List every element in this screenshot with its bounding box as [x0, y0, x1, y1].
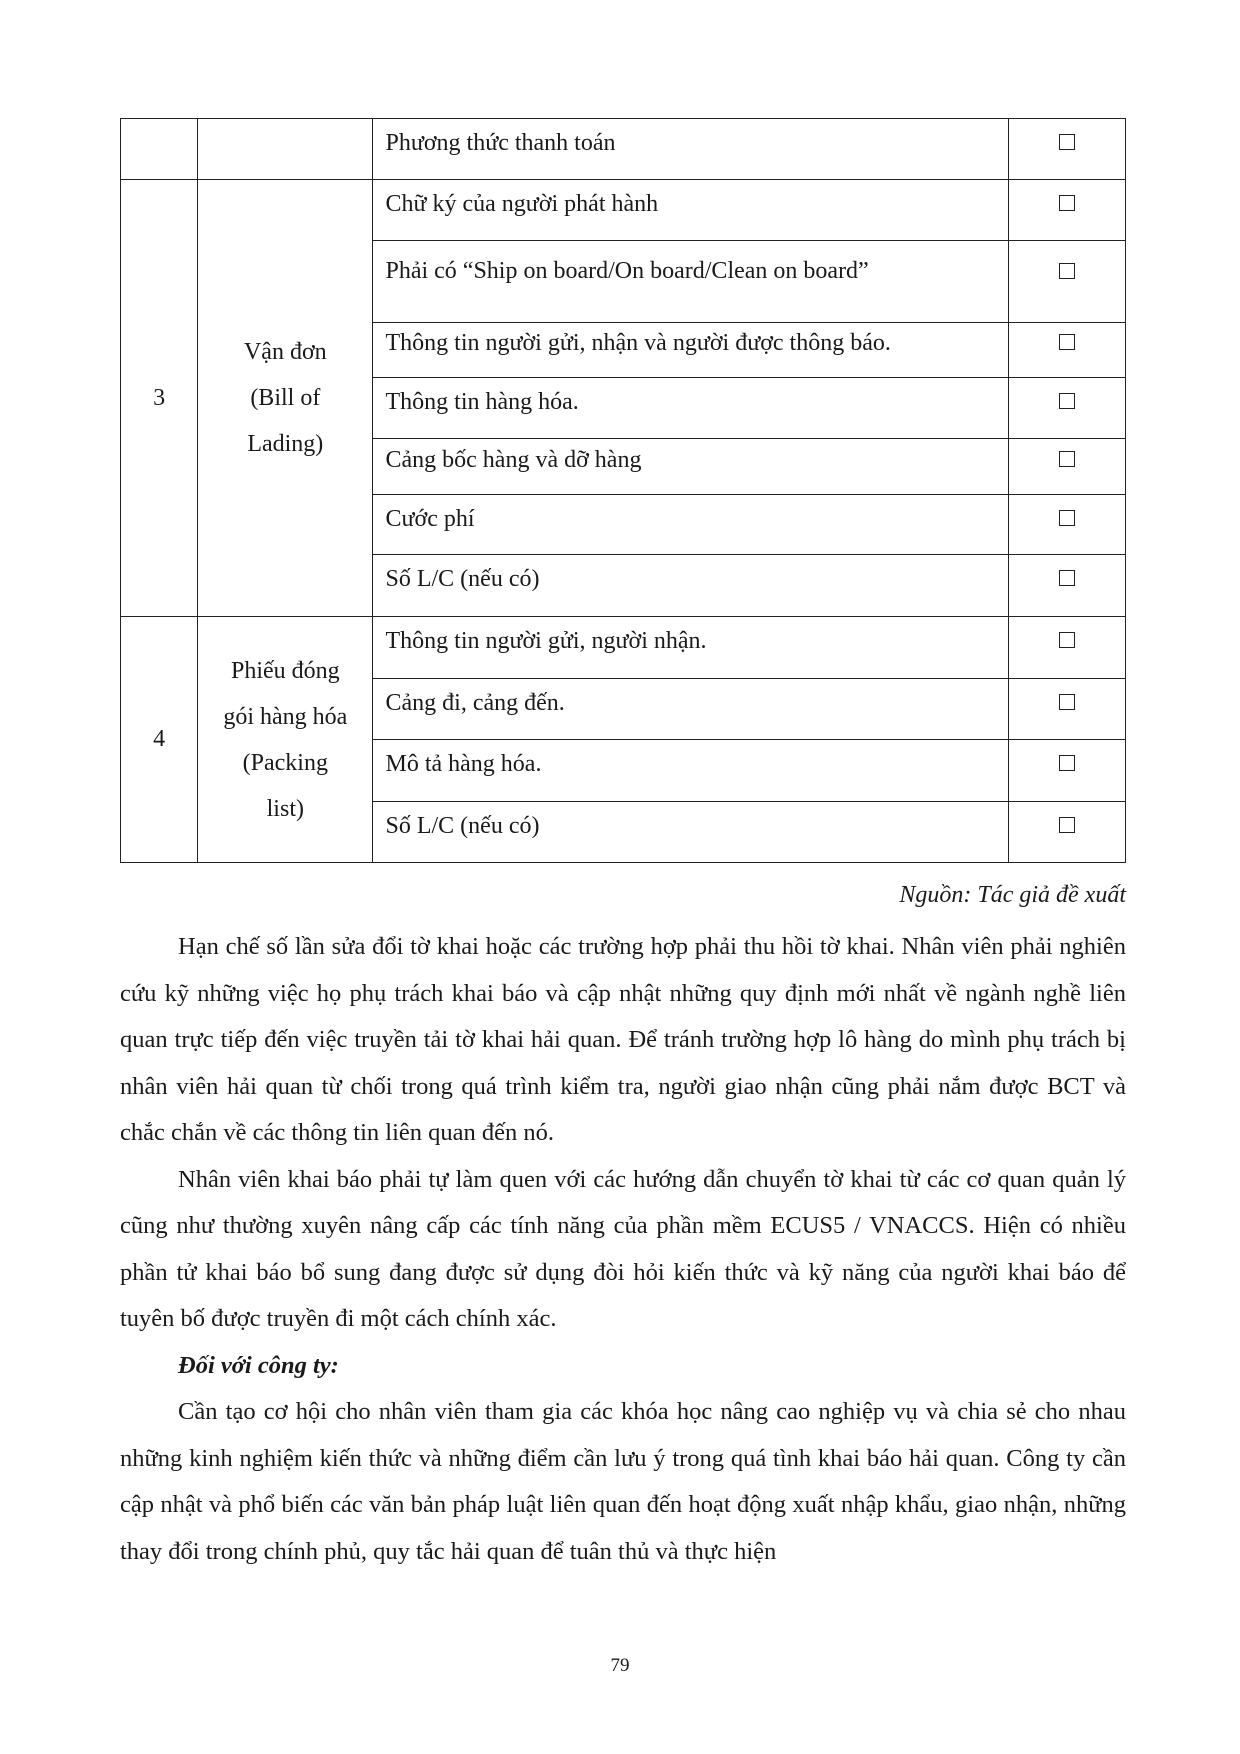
document-name-line: gói hàng hóa	[223, 703, 348, 730]
table-row	[121, 617, 1126, 679]
document-name-line: Phiếu đóng	[230, 657, 340, 684]
page-number: 79	[610, 1655, 630, 1676]
check-item: Mô tả hàng hóa.	[373, 740, 1008, 802]
checkbox[interactable]	[1059, 510, 1075, 526]
section-heading: Đối với công ty:	[178, 1351, 339, 1379]
source-note: Nguồn: Tác giả đề xuất	[899, 882, 1126, 908]
check-item: Cảng đi, cảng đến.	[373, 679, 1008, 740]
table-row	[121, 180, 1126, 241]
checkbox[interactable]	[1059, 694, 1075, 710]
check-item: Phương thức thanh toán	[373, 119, 1008, 180]
checkbox[interactable]	[1059, 195, 1075, 211]
checkbox[interactable]	[1059, 263, 1075, 279]
table-row	[121, 119, 1126, 180]
check-item: Chữ ký của người phát hành	[373, 180, 1008, 241]
document-name-cell	[198, 617, 373, 863]
paragraph: Nhân viên khai báo phải tự làm quen với các hướng dẫn chuyển tờ khai từ các cơ quan quản lý cũng như thường xuyên nâng cấp các tính năng của phần mềm ECUS5 / VNACCS. Hiện có nhiều phần tử khai báo bổ sung đang được sử dụng đòi hỏi kiến thức và kỹ năng của người khai báo để tuyên bố được truyền đi một cách chính xác.	[120, 1165, 1126, 1332]
check-item: Thông tin hàng hóa.	[373, 378, 1008, 439]
checkbox[interactable]	[1059, 632, 1075, 648]
document-name-cell	[198, 119, 373, 180]
document-name-line: (Packing	[242, 749, 328, 776]
document-name-line: Lading)	[247, 431, 324, 457]
check-item: Thông tin người gửi, nhận và người được thông báo.	[373, 323, 1008, 378]
row-number-cell	[121, 119, 198, 180]
document-name-line: (Bill of	[250, 385, 321, 411]
check-item: Số L/C (nếu có)	[373, 802, 1008, 863]
checkbox[interactable]	[1059, 393, 1075, 409]
check-item: Phải có “Ship on board/On board/Clean on board”	[373, 241, 1008, 323]
document-name-cell	[198, 180, 373, 617]
check-item: Số L/C (nếu có)	[373, 555, 1008, 617]
paragraph: Cần tạo cơ hội cho nhân viên tham gia các khóa học nâng cao nghiệp vụ và chia sẻ cho nhau những kinh nghiệm kiến thức và những điểm cần lưu ý trong quá tình khai báo hải quan. Công ty cần cập nhật và phổ biến các văn bản pháp luật liên quan đến hoạt động xuất nhập khẩu, giao nhận, những thay đổi trong chính phủ, quy tắc hải quan để tuân thủ và thực hiện	[120, 1398, 1126, 1565]
row-number-cell: 4	[121, 617, 198, 863]
check-item: Cước phí	[373, 495, 1008, 555]
checkbox[interactable]	[1059, 570, 1075, 586]
row-number-cell: 3	[121, 180, 198, 617]
check-item: Thông tin người gửi, người nhận.	[373, 617, 1008, 679]
checkbox[interactable]	[1059, 334, 1075, 350]
check-item: Cảng bốc hàng và dỡ hàng	[373, 439, 1008, 495]
checkbox[interactable]	[1059, 755, 1075, 771]
checkbox[interactable]	[1059, 451, 1075, 467]
document-name-line: list)	[266, 795, 304, 822]
checkbox[interactable]	[1059, 817, 1075, 833]
document-checklist-table	[120, 118, 1126, 863]
paragraph: Hạn chế số lần sửa đổi tờ khai hoặc các trường hợp phải thu hồi tờ khai. Nhân viên phải nghiên cứu kỹ những việc họ phụ trách khai báo và cập nhật những quy định mới nhất về ngành nghề liên quan trực tiếp đến việc truyền tải tờ khai hải quan. Để tránh trường hợp lô hàng do mình phụ trách bị nhân viên hải quan từ chối trong quá trình kiểm tra, người giao nhận cũng phải nắm được BCT và chắc chắn về các thông tin liên quan đến nó.	[120, 933, 1126, 1146]
document-name-line: Vận đơn	[243, 339, 327, 365]
body-text	[120, 924, 1126, 1575]
checkbox[interactable]	[1059, 134, 1075, 150]
